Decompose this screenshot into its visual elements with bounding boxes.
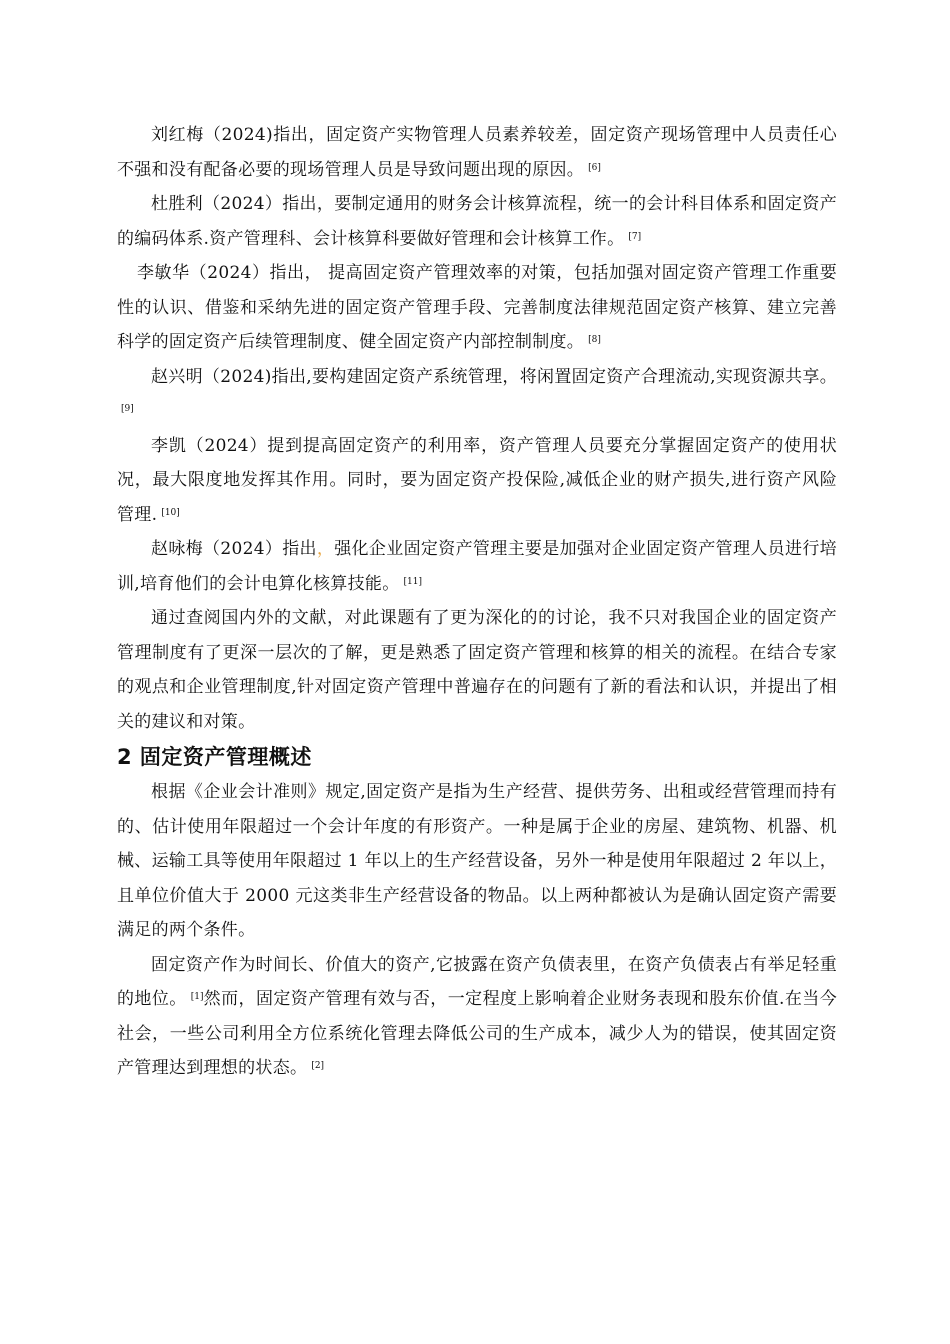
paragraph-zhao-xingming (117, 360, 837, 429)
paragraph-text: 通过查阅国内外的文献，对此课题有了更为深化的的讨论，我不只对我国企业的固定资产管理制度有了更深一层次的了解，更是熟悉了固定资产管理和核算的相关的流程。在结合专家的观点和企业管理制度,针对固定资产管理中普遍存在的问题有了新的看法和认识，并提出了相关的建议和对策。 (117, 608, 837, 732)
section-heading: 2 固定资产管理概述 (117, 745, 312, 769)
document-body (117, 118, 837, 1086)
citation-ref: [7] (628, 231, 642, 242)
paragraph-text: 固定资产作为时间长、价值大的资产,它披露在资产负债表里，在资产负债表占有举足轻重的地位。 (117, 954, 837, 1009)
paragraph-summary (117, 601, 837, 739)
paragraph-li-minhua (117, 256, 837, 360)
paragraph-du-shengli (117, 187, 837, 256)
paragraph-zhao-yongmei (117, 532, 837, 601)
paragraph-text: 赵兴明（2024)指出,要构建固定资产系统管理，将闲置固定资产合理流动,实现资源共享。 (151, 366, 837, 387)
citation-ref: [6] (588, 162, 601, 173)
paragraph-text: 李敏华（2024）指出， 提高固定资产管理效率的对策，包括加强对固定资产管理工作重要性的认识、借鉴和采纳先进的固定资产管理手段、完善制度法律规范固定资产核算、建立完善科学的固定资产后续管理制度、健全固定资产内部控制制度。 (117, 263, 837, 352)
paragraph-text: 赵咏梅（2024）指出 (151, 539, 317, 559)
paragraph-liu-hongmei (117, 118, 837, 187)
citation-ref: [9] (121, 404, 134, 414)
paragraph-definition (117, 775, 837, 948)
highlight-mark: ， (316, 539, 335, 559)
citation-ref: [10] (161, 507, 180, 518)
paragraph-text: 根据《企业会计准则》规定,固定资产是指为生产经营、提供劳务、出租或经营管理而持有的、估计使用年限超过一个会计年度的有形资产。一种是属于企业的房屋、建筑物、机器、机械、运输工具等使用年限超过 1 年以上的生产经营设备，另外一种是使用年限超过 2 年以上，且单位价值大于 2000 元这类非生产经营设备的物品。以上两种都被认为是确认固定资产需要满足的两个条件。 (117, 782, 837, 940)
paragraph-li-kai (117, 429, 837, 533)
citation-ref: [11] (403, 576, 422, 587)
citation-ref: [2] (311, 1061, 325, 1071)
paragraph-text: 然而，固定资产管理有效与否，一定程度上影响着企业财务表现和股东价值.在当今社会，一些公司利用全方位系统化管理去降低公司的生产成本，减少人为的错误，使其固定资产管理达到理想的状态。 (117, 989, 837, 1078)
citation-ref: [1] (190, 992, 204, 1002)
citation-ref: [8] (588, 335, 601, 345)
paragraph-text: 刘红梅（2024)指出，固定资产实物管理人员素养较差，固定资产现场管理中人员责任心不强和没有配备必要的现场管理人员是导致问题出现的原因。 (117, 125, 837, 180)
paragraph-importance (117, 948, 837, 1086)
paragraph-text: 强化企业固定资产管理主要是加强对企业固定资产管理人员进行培训,培育他们的会计电算化核算技能。 (117, 539, 837, 594)
paragraph-text: 李凯（2024）提到提高固定资产的利用率，资产管理人员要充分掌握固定资产的使用状况，最大限度地发挥其作用。同时，要为固定资产投保险,减低企业的财产损失,进行资产风险管理. (117, 435, 837, 525)
paragraph-text: 杜胜利（2024）指出，要制定通用的财务会计核算流程，统一的会计科目体系和固定资产的编码体系.资产管理科、会计核算科要做好管理和会计核算工作。 (117, 194, 837, 249)
